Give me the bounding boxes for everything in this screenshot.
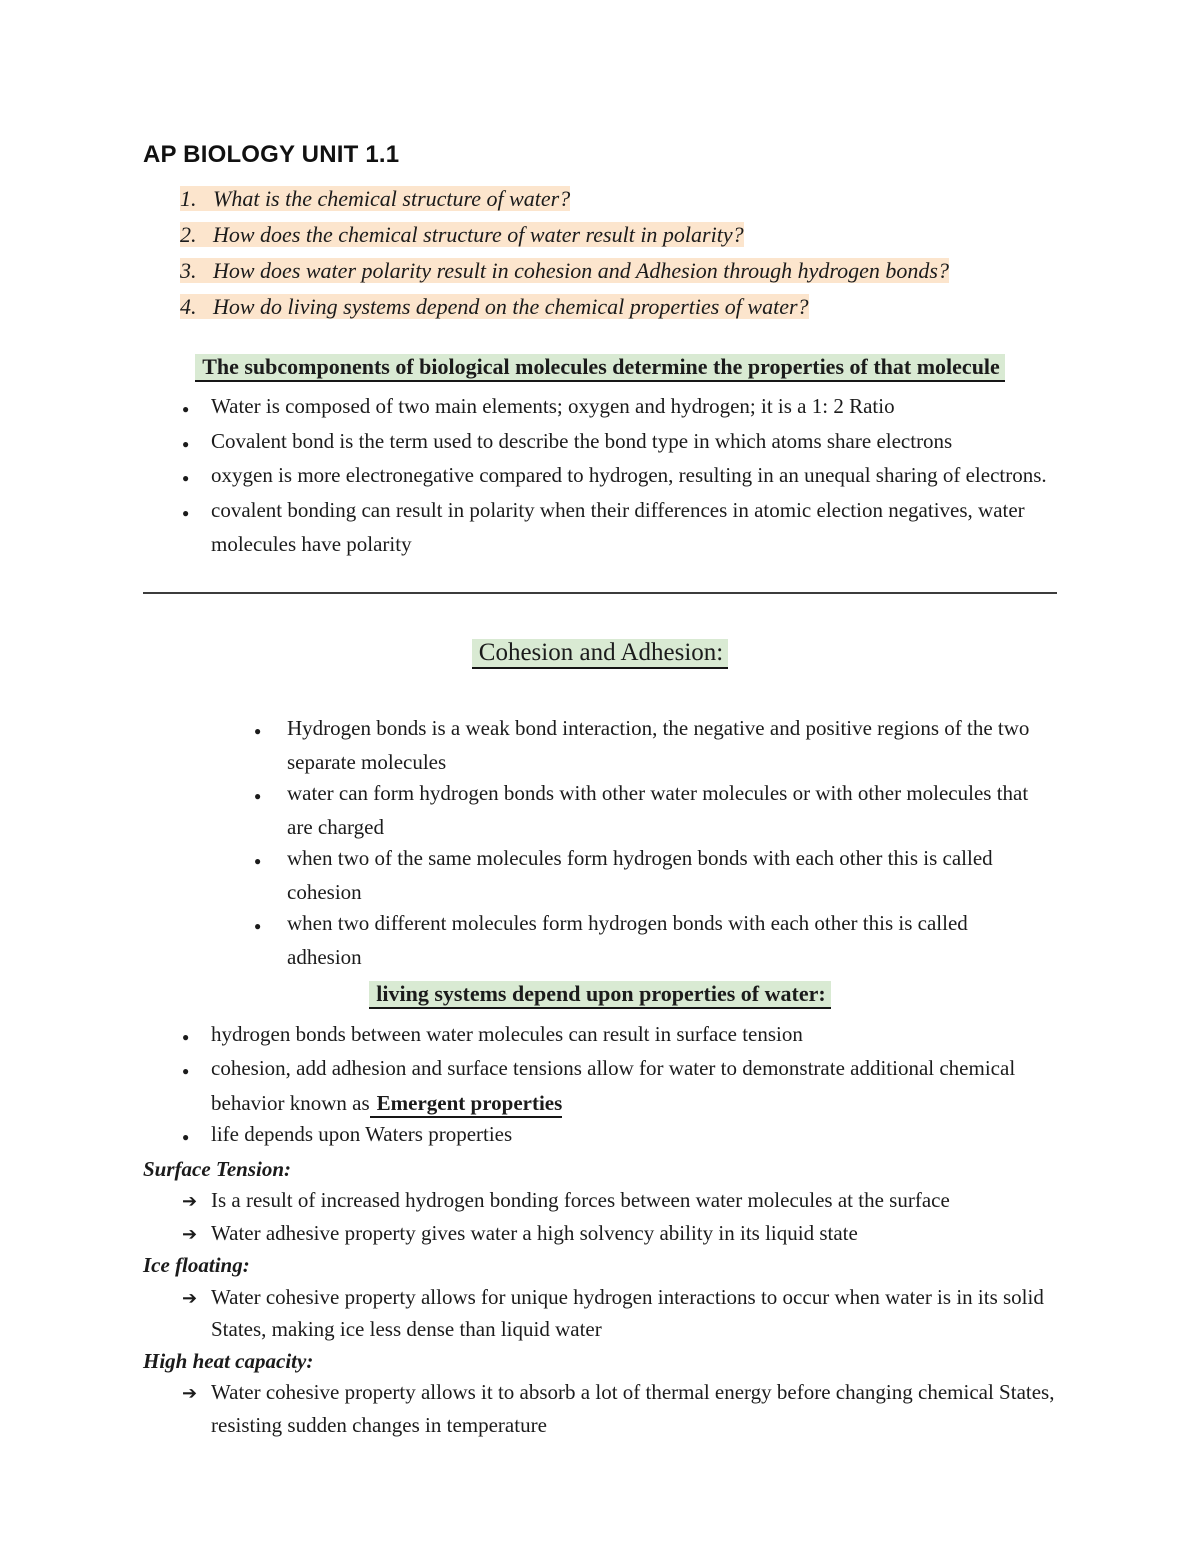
bullet-text: when two of the same molecules form hydrogen bonds with each other this is called cohesion (287, 845, 993, 904)
bullet-item (143, 1119, 1057, 1154)
bullet-list-molecule (143, 391, 1057, 561)
bullet-icon: ● (254, 918, 262, 933)
bullet-text: when two different molecules form hydrogen bonds with each other this is called adhesion (287, 910, 968, 969)
question-highlight (180, 258, 949, 283)
bullet-item (143, 908, 1047, 973)
bullet-item (143, 1053, 1057, 1119)
bullet-icon: ● (254, 853, 262, 868)
section-heading-molecule-wrapper (143, 352, 1057, 382)
page-title: AP BIOLOGY UNIT 1.1 (143, 141, 400, 168)
arrow-bullet-icon: ➔ (182, 1287, 198, 1308)
question-item (143, 181, 988, 217)
question-highlight (180, 294, 809, 319)
question-text: How does the chemical structure of water result in polarity? (213, 222, 744, 247)
question-text: How does water polarity result in cohesion and Adhesion through hydrogen bonds? (213, 258, 949, 283)
question-item (143, 289, 988, 325)
arrow-text: Water adhesive property gives water a high solvency ability in its liquid state (211, 1220, 858, 1245)
question-item (143, 217, 988, 253)
bullet-text: Covalent bond is the term used to describe the bond type in which atoms share electrons (211, 428, 953, 453)
bullet-text: covalent bonding can result in polarity when their differences in atomic election negatives, water molecules have polarity (211, 497, 1025, 556)
bullet-text: Water is composed of two main elements; oxygen and hydrogen; it is a 1: 2 Ratio (211, 394, 895, 418)
question-number: 4. (180, 294, 197, 319)
bullet-list-living (143, 1019, 1057, 1154)
bullet-item (143, 1019, 1057, 1054)
bullet-icon: ● (254, 788, 262, 803)
question-item (143, 253, 988, 289)
question-number: 2. (180, 222, 197, 247)
emergent-properties-emphasis: Emergent properties (370, 1091, 563, 1118)
bullet-item (143, 778, 1047, 843)
bullet-item (143, 426, 1057, 461)
arrow-bullet-icon: ➔ (182, 1223, 198, 1244)
bullet-text: hydrogen bonds between water molecules can result in surface tension (211, 1021, 803, 1046)
bullet-icon: ● (254, 723, 262, 738)
section-heading-cohesion: Cohesion and Adhesion: (472, 639, 728, 669)
bullet-item (143, 391, 1057, 426)
bullet-item (143, 713, 1047, 778)
bullet-icon: ● (182, 1064, 190, 1078)
water-properties-list (143, 1154, 1057, 1442)
bullet-item (143, 460, 1057, 495)
bullet-text: water can form hydrogen bonds with other water molecules or with other molecules that are charged (287, 780, 1029, 839)
arrow-bullet-icon: ➔ (182, 1383, 198, 1403)
question-highlight (180, 186, 570, 211)
arrow-text: Water cohesive property allows it to absorb a lot of thermal energy before changing chemical States, resisting sudden changes in temperature (211, 1380, 1055, 1437)
arrow-text: Is a result of increased hydrogen bonding forces between water molecules at the surface (211, 1188, 950, 1212)
bullet-icon: ● (182, 471, 190, 485)
property-label-ice-floating: Ice floating: (143, 1253, 250, 1277)
question-list (143, 181, 988, 325)
section-divider (143, 592, 1057, 594)
question-number: 3. (180, 258, 197, 283)
section-heading-molecule: The subcomponents of biological molecules determine the properties of that molecule (195, 354, 1005, 382)
bullet-icon: ● (182, 1130, 190, 1144)
bullet-text: cohesion, add adhesion and surface tensions allow for water to demonstrate additional chemical behavior known as (211, 1056, 1016, 1115)
question-text: What is the chemical structure of water? (213, 186, 571, 211)
bullet-icon: ● (182, 505, 190, 520)
bullet-icon: ● (182, 402, 190, 416)
question-text: How do living systems depend on the chemical properties of water? (213, 294, 809, 319)
arrow-item (143, 1282, 1057, 1346)
arrow-item (143, 1185, 1057, 1218)
question-number: 1. (180, 186, 197, 211)
arrow-item (143, 1218, 1057, 1251)
arrow-text: Water cohesive property allows for unique hydrogen interactions to occur when water is in its solid States, making ice less dense than liquid water (211, 1284, 1044, 1341)
bullet-icon: ● (182, 436, 190, 451)
question-highlight (180, 222, 744, 247)
bullet-text: Hydrogen bonds is a weak bond interaction, the negative and positive regions of the two separate molecules (287, 715, 1030, 774)
arrow-item (143, 1377, 1057, 1441)
bullet-icon: ● (182, 1029, 190, 1044)
bullet-item (143, 495, 1057, 561)
section-heading-living: living systems depend upon properties of water: (369, 981, 830, 1009)
section-heading-living-wrapper (143, 979, 1057, 1009)
bullet-list-cohesion (143, 713, 1047, 973)
property-label-surface-tension: Surface Tension: (143, 1156, 291, 1181)
bullet-text: life depends upon Waters properties (211, 1122, 513, 1146)
bullet-text: oxygen is more electronegative compared to hydrogen, resulting in an unequal sharing of electrons. (211, 463, 1047, 487)
bullet-item (143, 843, 1047, 908)
section-heading-cohesion-wrapper (143, 636, 1057, 669)
property-label-high-heat-capacity: High heat capacity: (143, 1348, 314, 1373)
arrow-bullet-icon: ➔ (182, 1191, 198, 1211)
